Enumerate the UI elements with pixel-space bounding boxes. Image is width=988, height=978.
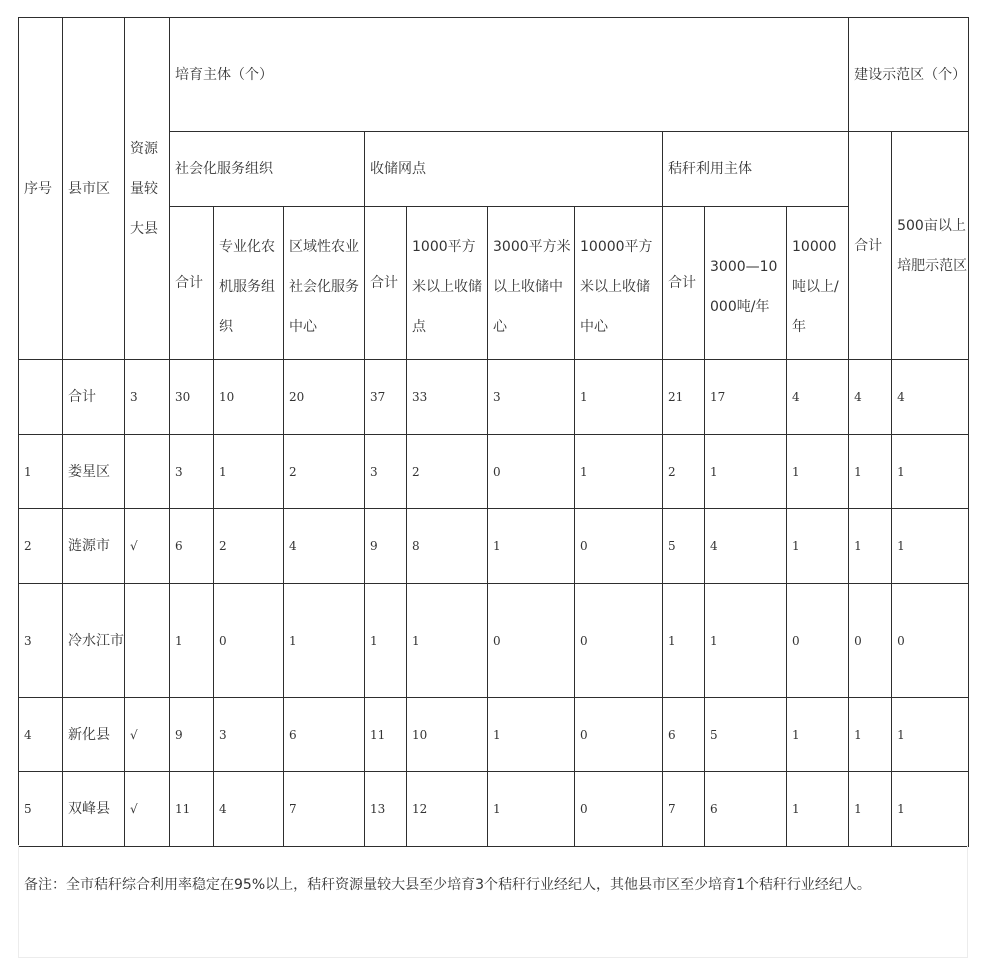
header-county: 县市区 <box>63 18 125 360</box>
cell-util-big: 1 <box>787 509 849 584</box>
header-demo-total: 合计 <box>849 132 892 360</box>
note-label: 备注： <box>24 877 66 893</box>
cell-util-big: 0 <box>787 584 849 698</box>
note-text: 全市秸秆综合利用率稳定在95%以上，秸秆资源量较大县至少培育3个秸秆行业经纪人，其他县市区至少培育1个秸秆行业经纪人。 <box>66 877 871 893</box>
cell-util-total: 1 <box>663 584 705 698</box>
cell-svc-region: 4 <box>284 509 365 584</box>
cell-sto-1000: 10 <box>407 698 488 772</box>
cell-large: √ <box>125 772 170 847</box>
cell-county: 合计 <box>63 360 125 435</box>
cell-seq: 4 <box>19 698 63 772</box>
cell-svc-total: 3 <box>170 435 214 509</box>
cell-sto-total: 3 <box>365 435 407 509</box>
cell-county: 娄星区 <box>63 435 125 509</box>
header-storage-total: 合计 <box>365 207 407 360</box>
cell-svc-region: 1 <box>284 584 365 698</box>
cell-county: 冷水江市 <box>63 584 125 698</box>
header-storage-1000: 1000平方米以上收储点 <box>407 207 488 360</box>
header-storage: 收储网点 <box>365 132 663 207</box>
header-demo-zone: 建设示范区（个） <box>849 18 969 132</box>
header-professional-machinery: 专业化农机服务组织 <box>214 207 284 360</box>
header-demo-500mu: 500亩以上培肥示范区 <box>892 132 969 360</box>
table-row <box>19 435 969 509</box>
table-row <box>19 772 969 847</box>
cell-util-mid: 5 <box>705 698 787 772</box>
header-svc-total: 合计 <box>170 207 214 360</box>
cell-sto-10000: 0 <box>575 698 663 772</box>
table-row-total <box>19 360 969 435</box>
header-cultivate-subject: 培育主体（个） <box>170 18 849 132</box>
cell-sto-3000: 1 <box>488 772 575 847</box>
cell-large: √ <box>125 509 170 584</box>
cell-county: 涟源市 <box>63 509 125 584</box>
table-row <box>19 698 969 772</box>
cell-demo-500: 1 <box>892 435 969 509</box>
cell-sto-3000: 1 <box>488 698 575 772</box>
cell-seq: 5 <box>19 772 63 847</box>
cell-demo-500: 0 <box>892 584 969 698</box>
cell-sto-total: 11 <box>365 698 407 772</box>
cell-util-mid: 1 <box>705 435 787 509</box>
cell-seq: 3 <box>19 584 63 698</box>
cell-demo-total: 1 <box>849 698 892 772</box>
cell-seq: 2 <box>19 509 63 584</box>
cell-util-total: 5 <box>663 509 705 584</box>
cell-util-mid: 4 <box>705 509 787 584</box>
cell-sto-total: 37 <box>365 360 407 435</box>
cell-demo-total: 4 <box>849 360 892 435</box>
cell-seq: 1 <box>19 435 63 509</box>
cell-svc-prof: 1 <box>214 435 284 509</box>
header-storage-10000: 10000平方米以上收储中心 <box>575 207 663 360</box>
cell-county: 双峰县 <box>63 772 125 847</box>
cultivation-table <box>18 17 969 847</box>
cell-svc-total: 30 <box>170 360 214 435</box>
cell-util-mid: 1 <box>705 584 787 698</box>
cell-svc-total: 1 <box>170 584 214 698</box>
cell-sto-3000: 0 <box>488 584 575 698</box>
cell-sto-1000: 12 <box>407 772 488 847</box>
cell-sto-10000: 1 <box>575 435 663 509</box>
cell-demo-500: 4 <box>892 360 969 435</box>
cell-util-mid: 6 <box>705 772 787 847</box>
header-utilization: 秸秆利用主体 <box>663 132 849 207</box>
cell-sto-1000: 1 <box>407 584 488 698</box>
cell-sto-10000: 1 <box>575 360 663 435</box>
header-storage-3000: 3000平方米以上收储中心 <box>488 207 575 360</box>
cell-util-big: 1 <box>787 435 849 509</box>
cell-large: 3 <box>125 360 170 435</box>
cell-util-total: 7 <box>663 772 705 847</box>
cell-sto-10000: 0 <box>575 772 663 847</box>
cell-sto-3000: 0 <box>488 435 575 509</box>
cell-seq <box>19 360 63 435</box>
cell-sto-1000: 8 <box>407 509 488 584</box>
header-seq: 序号 <box>19 18 63 360</box>
cell-demo-total: 1 <box>849 772 892 847</box>
table-note <box>18 845 968 958</box>
cell-demo-total: 1 <box>849 435 892 509</box>
cell-sto-total: 9 <box>365 509 407 584</box>
cell-large <box>125 584 170 698</box>
table-row <box>19 509 969 584</box>
cell-svc-region: 6 <box>284 698 365 772</box>
cell-sto-3000: 3 <box>488 360 575 435</box>
cell-sto-10000: 0 <box>575 584 663 698</box>
cell-sto-3000: 1 <box>488 509 575 584</box>
cell-demo-500: 1 <box>892 772 969 847</box>
straw-cultivation-document <box>18 17 968 847</box>
cell-demo-total: 0 <box>849 584 892 698</box>
cell-util-big: 1 <box>787 698 849 772</box>
cell-demo-total: 1 <box>849 509 892 584</box>
cell-sto-1000: 33 <box>407 360 488 435</box>
cell-util-big: 1 <box>787 772 849 847</box>
cell-util-mid: 17 <box>705 360 787 435</box>
cell-svc-total: 6 <box>170 509 214 584</box>
cell-util-big: 4 <box>787 360 849 435</box>
header-regional-center: 区域性农业社会化服务中心 <box>284 207 365 360</box>
cell-demo-500: 1 <box>892 698 969 772</box>
cell-sto-1000: 2 <box>407 435 488 509</box>
header-resource-large: 资源量较大县 <box>125 18 170 360</box>
cell-svc-region: 2 <box>284 435 365 509</box>
header-row-1 <box>19 18 969 132</box>
cell-svc-total: 11 <box>170 772 214 847</box>
cell-util-total: 21 <box>663 360 705 435</box>
header-util-3000-10000: 3000—10000吨/年 <box>705 207 787 360</box>
cell-large <box>125 435 170 509</box>
cell-sto-10000: 0 <box>575 509 663 584</box>
cell-svc-prof: 0 <box>214 584 284 698</box>
cell-svc-prof: 3 <box>214 698 284 772</box>
cell-svc-prof: 2 <box>214 509 284 584</box>
cell-svc-prof: 10 <box>214 360 284 435</box>
cell-util-total: 6 <box>663 698 705 772</box>
header-util-total: 合计 <box>663 207 705 360</box>
cell-sto-total: 13 <box>365 772 407 847</box>
cell-large: √ <box>125 698 170 772</box>
table-row <box>19 584 969 698</box>
cell-sto-total: 1 <box>365 584 407 698</box>
cell-svc-total: 9 <box>170 698 214 772</box>
cell-svc-region: 7 <box>284 772 365 847</box>
cell-svc-region: 20 <box>284 360 365 435</box>
header-util-10000: 10000吨以上/年 <box>787 207 849 360</box>
cell-county: 新化县 <box>63 698 125 772</box>
cell-demo-500: 1 <box>892 509 969 584</box>
header-social-service: 社会化服务组织 <box>170 132 365 207</box>
cell-util-total: 2 <box>663 435 705 509</box>
cell-svc-prof: 4 <box>214 772 284 847</box>
